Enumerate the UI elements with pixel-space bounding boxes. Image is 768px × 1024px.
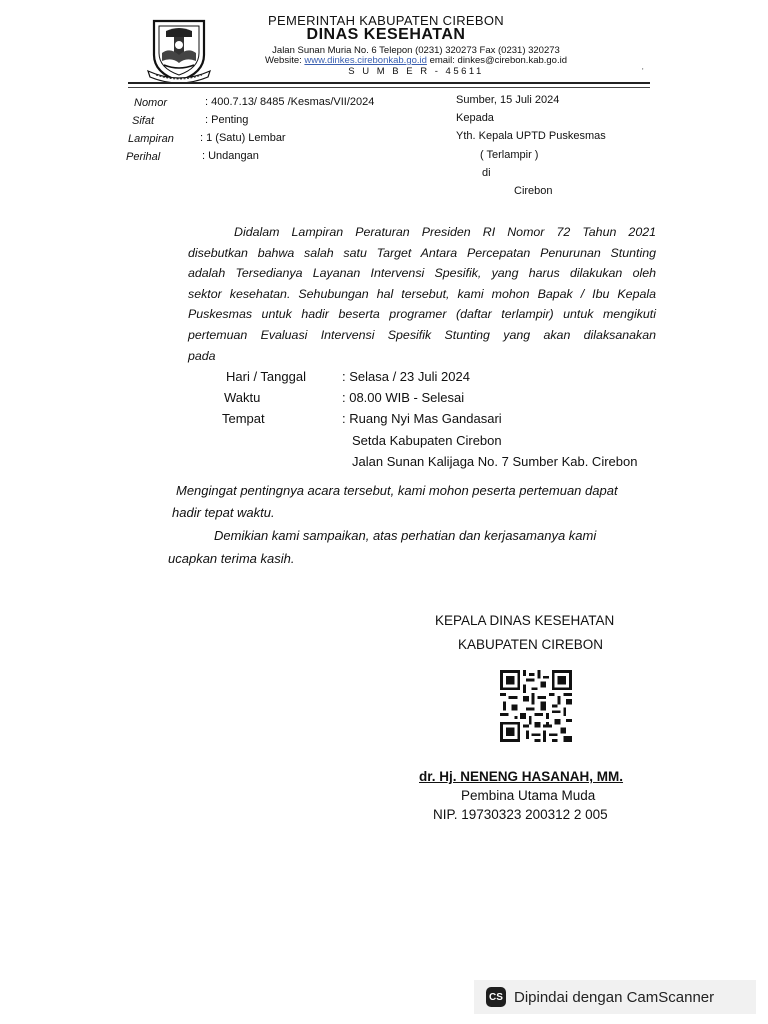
perihal-label: Perihal <box>126 151 161 163</box>
nomor-value: : 400.7.13/ 8485 /Kesmas/VII/2024 <box>205 96 375 108</box>
recipient-to: Kepada <box>456 112 494 124</box>
day-value: : Selasa / 23 Juli 2024 <box>342 369 470 384</box>
time-value: : 08.00 WIB - Selesai <box>342 390 465 405</box>
sifat-label: Sifat <box>132 115 155 127</box>
recipient-addressee: Yth. Kepala UPTD Puskesmas <box>456 130 606 142</box>
lampiran-label: Lampiran <box>128 133 174 145</box>
signatory-title-1: KEPALA DINAS KESEHATAN <box>435 613 615 628</box>
recipient-attachment-note: ( Terlampir ) <box>480 149 539 161</box>
paragraph-line: Puskesmas untuk hadir beserta programer (daftar terlampir) untuk mengikuti <box>188 307 656 322</box>
place-value-building: Setda Kabupaten Cirebon <box>352 433 502 448</box>
perihal-value: : Undangan <box>202 150 259 162</box>
closing-line-2: hadir tepat waktu. <box>172 505 275 520</box>
contact-line <box>206 55 626 66</box>
email-text: email: dinkes@cirebon.kab.go.id <box>429 55 568 66</box>
paragraph-line: sektor kesehatan. Sehubungan hal tersebut, kami mohon Bapak / Ibu Kepala <box>188 286 656 301</box>
government-name: PEMERINTAH KABUPATEN CIREBON <box>268 13 504 28</box>
camscanner-icon: CS <box>486 987 506 1007</box>
sifat-value: : Penting <box>205 114 249 126</box>
paragraph-line: disebutkan bahwa salah satu Target Antara Percepatan Penurunan Stunting <box>188 245 656 260</box>
camscanner-label: Dipindai dengan CamScanner <box>514 988 715 1006</box>
signatory-title-2: KABUPATEN CIREBON <box>458 637 604 652</box>
place-value-street: Jalan Sunan Kalijaga No. 7 Sumber Kab. Cirebon <box>352 454 638 469</box>
camscanner-watermark <box>474 980 756 1014</box>
letterhead-divider <box>128 82 650 84</box>
city-postal-code: S U M B E R - 45611 <box>348 66 484 77</box>
place-label: Tempat <box>222 411 265 426</box>
signatory-nip: NIP. 19730323 200312 2 005 <box>433 807 608 822</box>
day-label: Hari / Tanggal <box>226 369 306 384</box>
website-label: Website: <box>264 55 302 66</box>
lampiran-value: : 1 (Satu) Lembar <box>200 132 286 144</box>
body-paragraph <box>188 222 656 366</box>
nomor-label: Nomor <box>134 97 168 109</box>
closing-line-3: Demikian kami sampaikan, atas perhatian dan kerjasamanya kami <box>214 528 597 543</box>
website-link[interactable]: www.dinkes.cirebonkab.go.id <box>304 55 427 66</box>
paragraph-line: Didalam Lampiran Peraturan Presiden RI Nomor 72 Tahun 2021 <box>234 225 656 239</box>
qr-code-icon <box>500 670 572 742</box>
scan-mark: ' <box>642 67 644 76</box>
closing-line-1: Mengingat pentingnya acara tersebut, kami mohon peserta pertemuan dapat <box>176 483 618 498</box>
signatory-rank: Pembina Utama Muda <box>461 788 596 803</box>
office-address: Jalan Sunan Muria No. 6 Telepon (0231) 320273 Fax (0231) 320273 <box>272 45 560 56</box>
recipient-at: di <box>482 167 491 179</box>
recipient-city: Cirebon <box>514 185 553 197</box>
paragraph-line: pertemuan Evaluasi Intervensi Spesifik Stunting yang akan dilaksanakan <box>188 327 656 342</box>
letterhead-divider-thin <box>128 87 650 88</box>
place-date: Sumber, 15 Juli 2024 <box>456 94 560 106</box>
signatory-name: dr. Hj. NENENG HASANAH, MM. <box>419 769 624 784</box>
paragraph-line: pada <box>188 348 216 363</box>
paragraph-line: adalah Tersedianya Layanan Intervensi Spesifik, yang harus dilakukan oleh <box>188 266 656 281</box>
place-value-room: : Ruang Nyi Mas Gandasari <box>342 411 502 426</box>
time-label: Waktu <box>224 390 261 405</box>
department-name: DINAS KESEHATAN <box>306 26 466 43</box>
closing-line-4: ucapkan terima kasih. <box>168 551 295 566</box>
regency-emblem-icon <box>146 15 212 83</box>
